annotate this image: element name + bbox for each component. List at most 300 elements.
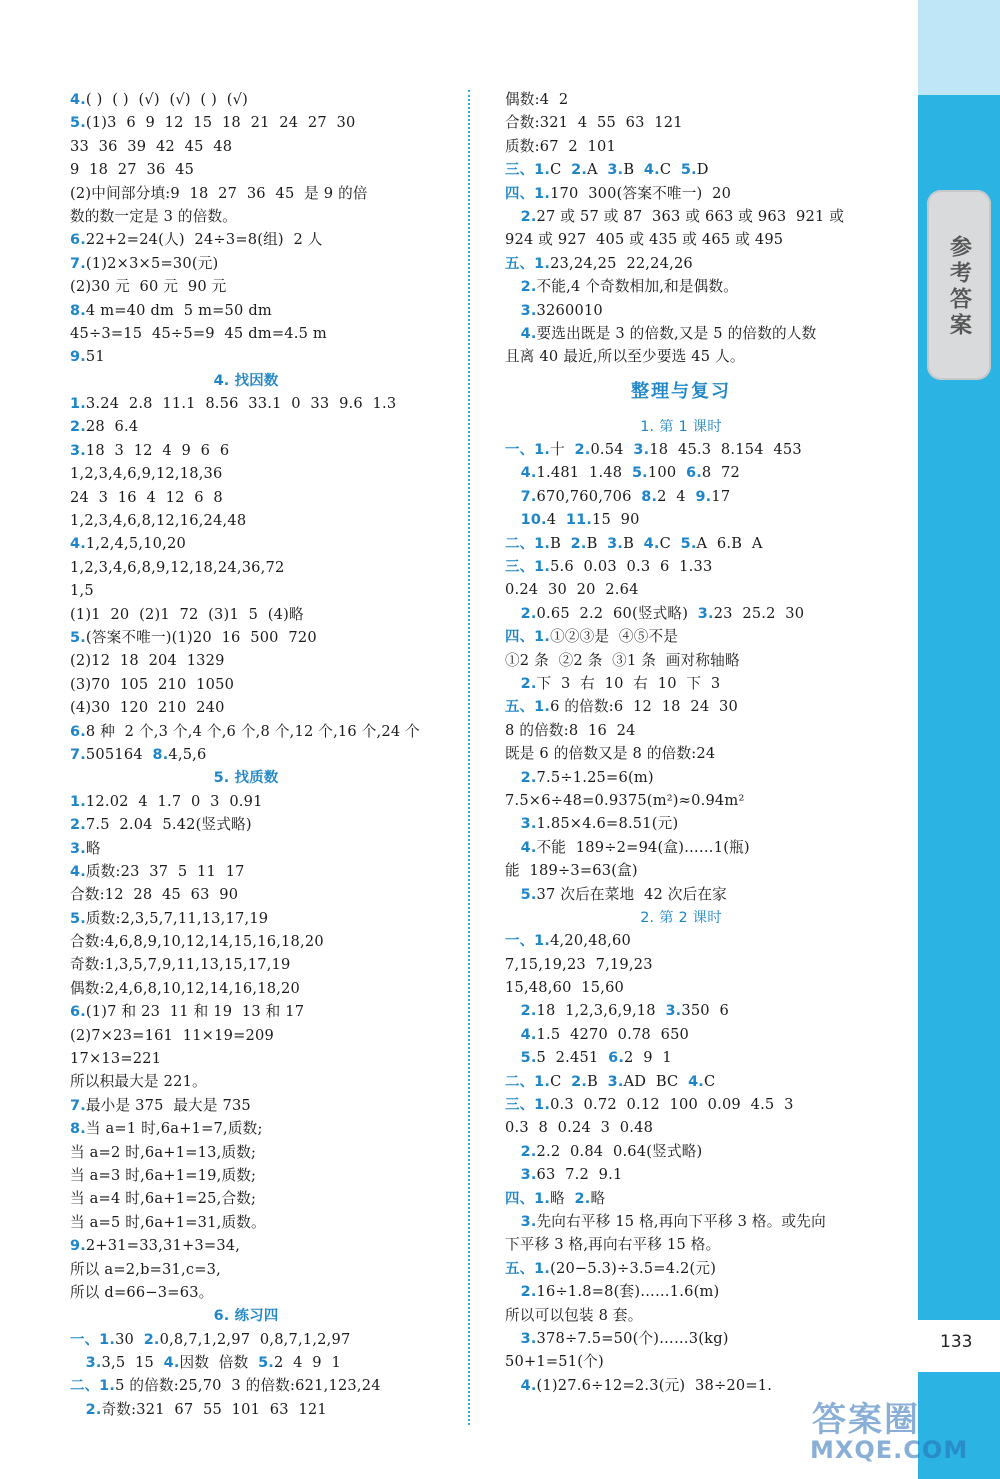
answer-line [70, 345, 462, 368]
answer-text: 18 1,2,3,6,9,18 [536, 1002, 666, 1020]
question-number: 4. [505, 325, 537, 342]
answer-line [70, 299, 462, 322]
answer-line [70, 1141, 462, 1164]
answer-line [70, 883, 462, 906]
answer-line [70, 696, 462, 719]
answer-text: 924 或 927 405 或 435 或 465 或 495 [505, 231, 784, 249]
section-title: 5. 找质数 [213, 770, 279, 787]
answer-line [505, 1046, 897, 1069]
answer-text: 22+2=24(人) 24÷3=8(组) 2 人 [85, 231, 323, 249]
answer-text: 所以可以包装 8 套。 [505, 1306, 643, 1324]
answer-text: 24 3 16 4 12 6 8 [70, 488, 223, 506]
answer-text: 100 [647, 464, 686, 482]
answer-text: 要选出既是 3 的倍数,又是 5 的倍数的人数 [536, 324, 817, 342]
question-number: 4. [643, 162, 660, 179]
question-number: 5. [70, 910, 86, 927]
answer-text: C [659, 534, 681, 552]
answer-line [505, 859, 897, 882]
answer-text: 505164 [85, 745, 153, 763]
question-number: 3. [70, 1355, 102, 1372]
answer-text: 7.5 2.04 5.42(竖式略) [85, 816, 252, 834]
answer-text: (3)70 105 210 1050 [70, 675, 235, 693]
answer-line [70, 626, 462, 649]
question-number: 一、1. [505, 933, 551, 950]
column-divider [468, 90, 470, 1425]
answer-text: (1)7 和 23 11 和 19 13 和 17 [85, 1003, 305, 1021]
question-number: 3. [665, 1003, 682, 1020]
answer-text: (2)7×23=161 11×19=209 [70, 1026, 274, 1044]
question-number: 9. [695, 488, 712, 505]
answer-line [70, 439, 462, 462]
question-number: 2. [574, 442, 591, 459]
question-number: 4. [70, 536, 86, 553]
answer-text: 16÷1.8=8(套)……1.6(m) [536, 1283, 720, 1301]
answer-line [70, 322, 462, 345]
answer-line [70, 1070, 462, 1093]
answer-line [505, 602, 897, 625]
answer-text: 8 72 [701, 464, 741, 482]
question-number: 9. [70, 349, 86, 366]
answer-text: 4 m=40 dm 5 m=50 dm [85, 301, 272, 319]
answer-line [505, 953, 897, 976]
answer-line [505, 158, 897, 181]
question-number: 2. [505, 1284, 537, 1301]
question-number: 1. [70, 396, 86, 413]
answer-text: ( ) ( ) (√) (√) ( ) (√) [85, 91, 249, 108]
answer-text: (4)30 120 210 240 [70, 699, 225, 717]
answer-line [505, 1163, 897, 1186]
answer-text: 6 的倍数:6 12 18 24 30 [550, 698, 738, 716]
answer-text: B [586, 534, 608, 552]
answer-line [505, 649, 897, 672]
answer-text: 0.3 8 0.24 3 0.48 [505, 1119, 654, 1137]
answer-line [70, 1398, 462, 1421]
answer-text: 15,48,60 15,60 [505, 979, 625, 997]
answer-text: 1,2,3,4,6,8,9,12,18,24,36,72 [70, 558, 285, 576]
answer-line [505, 719, 897, 742]
answer-line [505, 976, 897, 999]
answer-line [70, 486, 462, 509]
answer-text: 1.85×4.6=8.51(元) [536, 815, 679, 833]
answer-line [70, 392, 462, 415]
answer-text: 23,24,25 22,24,26 [550, 254, 693, 272]
answer-text: AD BC [623, 1072, 689, 1090]
question-number: 5. [505, 886, 537, 903]
answer-line [505, 299, 897, 322]
question-number: 3. [633, 442, 650, 459]
answer-line [505, 1116, 897, 1139]
answer-line [505, 1070, 897, 1093]
lesson-heading [505, 906, 897, 929]
question-number: 2. [505, 675, 537, 692]
question-number: 8. [70, 1121, 86, 1138]
answer-text: 33 36 39 42 45 48 [70, 137, 233, 155]
answer-line [505, 205, 897, 228]
answer-line [70, 743, 462, 766]
question-number: 3. [70, 840, 86, 857]
answer-text: 下平移 3 格,再向右平移 15 格。 [505, 1236, 721, 1254]
answer-text: 奇数:321 67 55 101 63 121 [101, 1400, 327, 1418]
answer-text: 不能,4 个奇数相加,和是偶数。 [536, 278, 739, 296]
answer-line [505, 1350, 897, 1373]
answer-line [505, 929, 897, 952]
answer-line [70, 1000, 462, 1023]
answer-text: 17 [711, 487, 731, 505]
answer-text: 5 的倍数:25,70 3 的倍数:621,123,24 [115, 1377, 381, 1395]
question-number: 三、1. [505, 162, 551, 179]
answer-line [70, 790, 462, 813]
answer-text: B [587, 1072, 608, 1090]
answer-text: B [623, 534, 644, 552]
answer-line [505, 578, 897, 601]
answer-line [505, 625, 897, 648]
answer-text: 28 6.4 [85, 418, 139, 436]
answer-text: (1)2×3×5=30(元) [85, 254, 219, 272]
watermark-logo: 答案圈 [812, 1400, 920, 1440]
answer-line [70, 907, 462, 930]
question-number: 3. [505, 1167, 537, 1184]
question-number: 二、1. [505, 1073, 551, 1090]
answer-text: (答案不唯一)(1)20 16 500 720 [85, 628, 317, 646]
answer-line [70, 275, 462, 298]
question-number: 2. [505, 1143, 537, 1160]
answer-line [505, 1280, 897, 1303]
answer-line [70, 720, 462, 743]
answer-text: 2 9 1 [624, 1049, 672, 1067]
answer-line [70, 252, 462, 275]
question-number: 2. [505, 1003, 537, 1020]
answer-line [505, 1210, 897, 1233]
answer-text: 十 [550, 441, 575, 459]
right-answer-column [505, 88, 897, 1397]
answer-text: 当 a=4 时,6a+1=25,合数; [70, 1190, 257, 1208]
answer-text: 37 次后在菜地 42 次后在家 [536, 885, 727, 903]
question-number: 二、1. [70, 1378, 116, 1395]
answer-text: 378÷7.5=50(个)……3(kg) [536, 1329, 729, 1347]
answer-line [70, 953, 462, 976]
answer-line [505, 836, 897, 859]
answer-text: 350 6 [681, 1002, 729, 1020]
page-number-box [918, 1320, 1000, 1372]
answer-text: 4 [546, 511, 566, 529]
answer-text: 1,2,3,4,6,9,12,18,36 [70, 465, 223, 483]
answer-text: 63 7.2 9.1 [536, 1166, 623, 1184]
answer-text: (2)12 18 204 1329 [70, 652, 225, 670]
question-number: 2. [505, 279, 537, 296]
answer-text: 51 [85, 348, 105, 366]
answer-text: 先向右平移 15 格,再向下平移 3 格。或先向 [536, 1212, 826, 1230]
answer-line [70, 930, 462, 953]
answer-line [70, 1187, 462, 1210]
question-number: 2. [70, 419, 86, 436]
answer-text: 所以积最大是 221。 [70, 1073, 207, 1091]
lesson-heading [505, 415, 897, 438]
left-answer-column [70, 88, 462, 1421]
answer-line [505, 461, 897, 484]
answer-text: 略 [590, 1189, 606, 1207]
answer-line [70, 1281, 462, 1304]
reference-answers-tab [927, 190, 991, 380]
answer-text: 合数:321 4 55 63 121 [505, 114, 683, 132]
answer-line [505, 252, 897, 275]
answer-line [70, 1024, 462, 1047]
answer-text: 所以 a=2,b=31,c=3, [70, 1260, 221, 1278]
question-number: 2. [505, 208, 537, 225]
question-number: 5. [631, 465, 648, 482]
answer-line [70, 532, 462, 555]
answer-line [70, 649, 462, 672]
question-number: 2. [505, 769, 537, 786]
question-number: 4. [643, 535, 660, 552]
answer-text: C [550, 161, 572, 179]
answer-text: D [696, 161, 709, 179]
answer-text: 3260010 [536, 301, 603, 319]
answer-line [70, 1258, 462, 1281]
question-number: 4. [505, 465, 537, 482]
question-number: 6. [70, 1004, 86, 1021]
answer-line [505, 883, 897, 906]
answer-line [505, 532, 897, 555]
answer-line [505, 88, 897, 111]
page-number: 133 [940, 1332, 973, 1352]
answer-line [505, 182, 897, 205]
answer-line [505, 1187, 897, 1210]
answer-line [70, 158, 462, 181]
answer-text: B [623, 161, 644, 179]
answer-line [70, 1164, 462, 1187]
answer-line [505, 322, 897, 345]
answer-text: C [659, 161, 681, 179]
answer-text: ①2 条 ②2 条 ③1 条 画对称轴略 [505, 651, 740, 669]
answer-line [505, 1327, 897, 1350]
question-number: 五、1. [505, 1260, 551, 1277]
section-heading [70, 369, 462, 392]
section-title: 6. 练习四 [213, 1308, 279, 1325]
answer-line [505, 695, 897, 718]
answer-text: 合数:4,6,8,9,10,12,14,15,16,18,20 [70, 933, 324, 951]
answer-text: 质数:2,3,5,7,11,13,17,19 [85, 909, 269, 927]
question-number: 五、1. [505, 699, 551, 716]
answer-line [70, 462, 462, 485]
question-number: 2. [70, 1401, 102, 1418]
question-number: 2. [505, 605, 537, 622]
answer-text: 5 2.451 [536, 1049, 609, 1067]
answer-line [505, 789, 897, 812]
question-number: 四、1. [505, 629, 551, 646]
answer-line [70, 673, 462, 696]
question-number: 4. [70, 92, 86, 108]
section-title: 4. 找因数 [213, 372, 279, 389]
answer-line [70, 111, 462, 134]
answer-line [505, 111, 897, 134]
question-number: 5. [258, 1355, 274, 1372]
answer-text: 1.481 1.48 [536, 464, 632, 482]
answer-text: 因数 倍数 [179, 1354, 259, 1372]
answer-text: A 6.B A [696, 534, 763, 552]
question-number: 4. [505, 1026, 537, 1043]
answer-line [505, 1140, 897, 1163]
answer-text: 0.65 2.2 60(竖式略) [536, 604, 698, 622]
question-number: 8. [641, 488, 658, 505]
answer-text: 所以 d=66−3=63。 [70, 1283, 214, 1301]
answer-text: 7,15,19,23 7,19,23 [505, 955, 653, 973]
answer-text: 数的数一定是 3 的倍数。 [70, 207, 238, 225]
answer-text: 当 a=1 时,6a+1=7,质数; [85, 1120, 263, 1138]
answer-line [505, 135, 897, 158]
question-number: 3. [607, 162, 624, 179]
answer-text: A [587, 161, 608, 179]
answer-line [505, 345, 897, 368]
answer-text: 2+31=33,31+3=34, [85, 1237, 241, 1255]
answer-line [70, 1117, 462, 1140]
section-heading [70, 766, 462, 789]
watermark [800, 1392, 1000, 1479]
question-number: 10. [505, 512, 547, 529]
answer-text: 23 25.2 30 [713, 604, 805, 622]
answer-text: 9 18 27 36 45 [70, 161, 195, 179]
answer-text: 30 [115, 1330, 144, 1348]
answer-line [70, 1351, 462, 1374]
answer-text: 2.2 0.84 0.64(竖式略) [536, 1142, 703, 1160]
answer-text: 略 [85, 839, 101, 857]
answer-text: 下 3 右 10 右 10 下 3 [536, 674, 721, 692]
answer-text: (1)3 6 9 12 15 18 21 24 27 30 [85, 114, 356, 132]
answer-text: 0.3 0.72 0.12 100 0.09 4.5 3 [550, 1096, 794, 1114]
question-number: 一、1. [70, 1331, 116, 1348]
question-number: 四、1. [505, 185, 551, 202]
question-number: 6. [608, 1050, 625, 1067]
question-number: 6. [70, 232, 86, 249]
answer-line [505, 672, 897, 695]
answer-text: 3,5 15 [101, 1354, 164, 1372]
answer-text: 当 a=3 时,6a+1=19,质数; [70, 1166, 257, 1184]
answer-line [70, 837, 462, 860]
question-number: 4. [505, 839, 537, 856]
question-number: 11. [565, 512, 592, 529]
answer-line [70, 603, 462, 626]
answer-line [505, 438, 897, 461]
answer-line [70, 556, 462, 579]
answer-line [70, 1094, 462, 1117]
answer-text: 1,2,3,4,6,8,12,16,24,48 [70, 512, 247, 530]
question-number: 6. [70, 723, 86, 740]
answer-line [505, 228, 897, 251]
answer-line [70, 205, 462, 228]
answer-text: 质数:23 37 5 11 17 [85, 862, 245, 880]
answer-line [505, 1093, 897, 1116]
answer-line [505, 1023, 897, 1046]
question-number: 6. [685, 465, 702, 482]
answer-line [505, 999, 897, 1022]
question-number: 7. [70, 1097, 86, 1114]
question-number: 5. [70, 115, 86, 132]
answer-text: 奇数:1,3,5,7,9,11,13,15,17,19 [70, 956, 291, 974]
question-number: 2. [70, 817, 86, 834]
answer-text: 既是 6 的倍数又是 8 的倍数:24 [505, 745, 716, 763]
answer-text: 27 或 57 或 87 363 或 663 或 963 921 或 [536, 207, 845, 225]
watermark-url: MXQE.COM [810, 1436, 969, 1464]
question-number: 三、1. [505, 1097, 551, 1114]
answer-text: 0.24 30 20 2.64 [505, 581, 639, 599]
answer-text: 15 90 [592, 511, 640, 529]
answer-line [70, 509, 462, 532]
answer-text: 7.5×6÷48=0.9375(m²)≈0.94m² [505, 791, 745, 809]
answer-line [505, 766, 897, 789]
side-band [918, 0, 1000, 1479]
answer-line [70, 860, 462, 883]
answer-text: (1)27.6÷12=2.3(元) 38÷20=1. [536, 1376, 773, 1394]
question-number: 一、1. [505, 442, 551, 459]
answer-text: 5.6 0.03 0.3 6 1.33 [550, 558, 713, 576]
answer-line [70, 88, 462, 111]
answer-text: 1.5 4270 0.78 650 [536, 1025, 690, 1043]
question-number: 3. [505, 302, 537, 319]
answer-line [505, 1304, 897, 1327]
answer-text: 170 300(答案不唯一) 20 [550, 184, 732, 202]
question-number: 4. [505, 1377, 537, 1394]
answer-line [70, 1374, 462, 1397]
answer-text: 4,20,48,60 [550, 932, 631, 950]
answer-text: 670,760,706 [536, 487, 642, 505]
lesson-title: 1. 第 1 课时 [640, 418, 722, 435]
answer-text: 最小是 375 最大是 735 [85, 1096, 251, 1114]
question-number: 9. [70, 1238, 86, 1255]
question-number: 4. [163, 1355, 180, 1372]
answer-line [70, 977, 462, 1000]
answer-text: 12.02 4 1.7 0 3 0.91 [85, 792, 263, 810]
question-number: 3. [505, 1213, 537, 1230]
answer-line [505, 508, 897, 531]
answer-text: 且离 40 最近,所以至少要选 45 人。 [505, 348, 745, 366]
question-number: 5. [70, 629, 86, 646]
answer-text: 0.54 [590, 441, 634, 459]
answer-line [505, 812, 897, 835]
answer-line [505, 485, 897, 508]
answer-text: 7.5÷1.25=6(m) [536, 768, 654, 786]
question-number: 四、1. [505, 1190, 551, 1207]
lesson-title: 2. 第 2 课时 [640, 909, 722, 926]
answer-text: 不能 189÷2=94(盒)……1(瓶) [536, 838, 750, 856]
question-number: 7. [70, 746, 86, 763]
question-number: 五、1. [505, 255, 551, 272]
answer-text: (20−5.3)÷3.5=4.2(元) [550, 1259, 717, 1277]
answer-text: 能 189÷3=63(盒) [505, 862, 638, 880]
answer-text: 50+1=51(个) [505, 1353, 604, 1371]
answer-text: 略 [550, 1189, 575, 1207]
answer-line [505, 742, 897, 765]
answer-line [70, 182, 462, 205]
question-number: 2. [571, 1073, 587, 1090]
question-number: 3. [607, 535, 624, 552]
question-number: 2. [143, 1331, 160, 1348]
answer-text: C [703, 1072, 716, 1090]
answer-text: 2 4 9 1 [273, 1354, 341, 1372]
answer-text: 2 4 [657, 487, 696, 505]
answer-text: 质数:67 2 101 [505, 137, 616, 155]
question-number: 8. [70, 302, 86, 319]
reference-answers-label: 参考答案 [946, 235, 972, 339]
answer-text: 当 a=2 时,6a+1=13,质数; [70, 1143, 257, 1161]
answer-line [505, 275, 897, 298]
question-number: 3. [505, 816, 537, 833]
question-number: 三、1. [505, 559, 551, 576]
answer-text: 偶数:4 2 [505, 91, 569, 108]
answer-text: (1)1 20 (2)1 72 (3)1 5 (4)略 [70, 605, 304, 623]
question-number: 3. [70, 442, 86, 459]
question-number: 2. [571, 162, 587, 179]
answer-text: 当 a=5 时,6a+1=31,质数。 [70, 1213, 266, 1231]
answer-line [70, 813, 462, 836]
